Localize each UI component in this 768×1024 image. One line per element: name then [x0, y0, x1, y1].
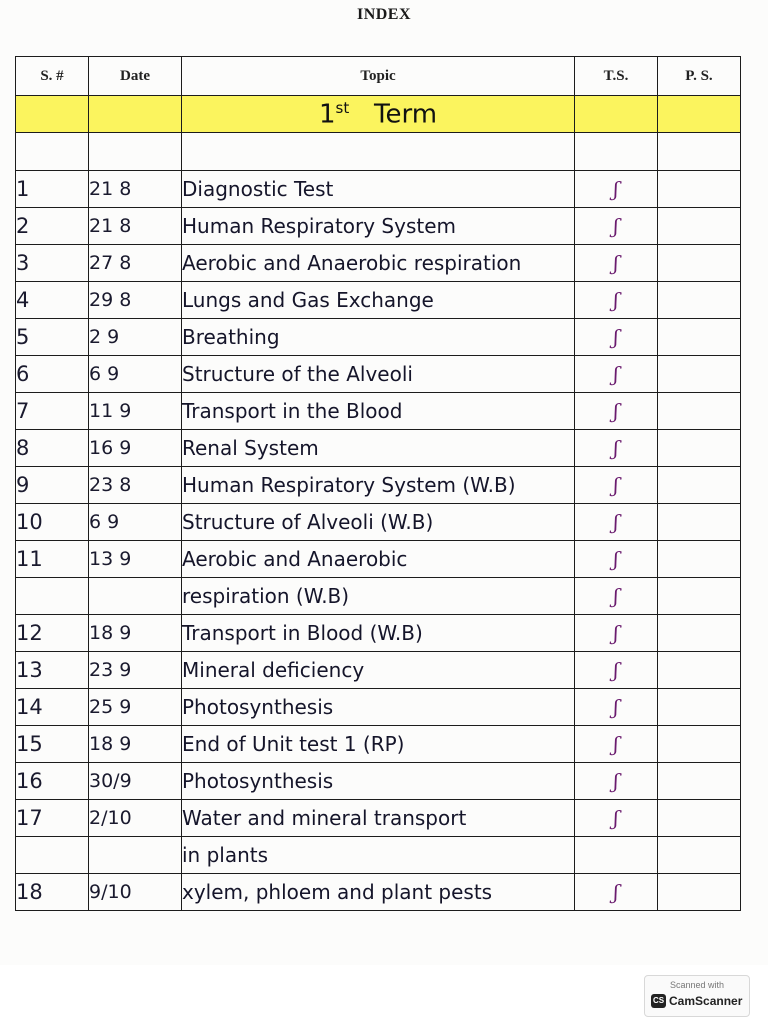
row-teacher-signature	[575, 652, 658, 689]
row-parent-signature	[658, 245, 741, 282]
signature-mark-icon: ʃ	[613, 398, 619, 423]
row-serial-number: 10	[16, 504, 89, 541]
row-teacher-signature	[575, 393, 658, 430]
row-teacher-signature	[575, 282, 658, 319]
signature-mark-icon: ʃ	[613, 657, 619, 682]
row-parent-signature	[658, 208, 741, 245]
row-serial-number: 4	[16, 282, 89, 319]
row-teacher-signature	[575, 541, 658, 578]
table-row	[16, 578, 741, 615]
row-date	[89, 578, 182, 615]
row-parent-signature	[658, 763, 741, 800]
blank-row	[16, 133, 741, 171]
row-topic: Structure of the Alveoli	[182, 356, 575, 393]
row-date: 9/10	[89, 874, 182, 911]
row-teacher-signature	[575, 245, 658, 282]
row-topic: Water and mineral transport	[182, 800, 575, 837]
term-heading: 1st Term	[182, 96, 575, 133]
row-teacher-signature	[575, 171, 658, 208]
row-parent-signature	[658, 393, 741, 430]
row-topic: Lungs and Gas Exchange	[182, 282, 575, 319]
row-serial-number: 9	[16, 467, 89, 504]
row-date: 11 9	[89, 393, 182, 430]
table-row	[16, 652, 741, 689]
row-serial-number: 15	[16, 726, 89, 763]
page-title: INDEX	[356, 6, 412, 23]
row-parent-signature	[658, 726, 741, 763]
table-row	[16, 615, 741, 652]
signature-mark-icon: ʃ	[613, 324, 619, 349]
row-serial-number: 16	[16, 763, 89, 800]
table-row	[16, 726, 741, 763]
row-topic: Human Respiratory System (W.B)	[182, 467, 575, 504]
signature-mark-icon: ʃ	[613, 287, 619, 312]
row-serial-number	[16, 578, 89, 615]
signature-mark-icon: ʃ	[613, 694, 619, 719]
table-row	[16, 245, 741, 282]
row-topic: Aerobic and Anaerobic respiration	[182, 245, 575, 282]
row-parent-signature	[658, 652, 741, 689]
row-date: 6 9	[89, 504, 182, 541]
row-date: 13 9	[89, 541, 182, 578]
row-parent-signature	[658, 689, 741, 726]
signature-mark-icon: ʃ	[613, 361, 619, 386]
row-serial-number: 18	[16, 874, 89, 911]
signature-mark-icon: ʃ	[613, 509, 619, 534]
row-teacher-signature	[575, 874, 658, 911]
row-date: 29 8	[89, 282, 182, 319]
row-topic: Diagnostic Test	[182, 171, 575, 208]
row-serial-number: 2	[16, 208, 89, 245]
table-row	[16, 356, 741, 393]
column-header-sn: S. #	[16, 57, 89, 96]
row-topic: Aerobic and Anaerobic	[182, 541, 575, 578]
row-parent-signature	[658, 282, 741, 319]
row-parent-signature	[658, 800, 741, 837]
row-topic: Mineral deficiency	[182, 652, 575, 689]
row-teacher-signature	[575, 504, 658, 541]
row-teacher-signature	[575, 726, 658, 763]
row-date: 27 8	[89, 245, 182, 282]
row-serial-number: 6	[16, 356, 89, 393]
row-date: 18 9	[89, 726, 182, 763]
row-teacher-signature	[575, 430, 658, 467]
row-topic: End of Unit test 1 (RP)	[182, 726, 575, 763]
row-topic: Transport in Blood (W.B)	[182, 615, 575, 652]
row-topic: Breathing	[182, 319, 575, 356]
row-parent-signature	[658, 430, 741, 467]
row-date: 16 9	[89, 430, 182, 467]
table-row	[16, 467, 741, 504]
table-row	[16, 763, 741, 800]
table-row	[16, 319, 741, 356]
signature-mark-icon: ʃ	[613, 176, 619, 201]
camscanner-watermark: Scanned with CS CamScanner	[644, 975, 750, 1017]
table-row	[16, 282, 741, 319]
row-parent-signature	[658, 615, 741, 652]
row-teacher-signature	[575, 356, 658, 393]
signature-mark-icon: ʃ	[613, 546, 619, 571]
row-serial-number: 1	[16, 171, 89, 208]
row-topic: Human Respiratory System	[182, 208, 575, 245]
row-serial-number: 12	[16, 615, 89, 652]
column-header-date: Date	[89, 57, 182, 96]
signature-mark-icon: ʃ	[613, 472, 619, 497]
row-topic: Transport in the Blood	[182, 393, 575, 430]
column-header-ps: P. S.	[658, 57, 741, 96]
signature-mark-icon: ʃ	[613, 583, 619, 608]
row-serial-number: 11	[16, 541, 89, 578]
row-parent-signature	[658, 356, 741, 393]
row-date: 25 9	[89, 689, 182, 726]
row-parent-signature	[658, 504, 741, 541]
row-date: 23 8	[89, 467, 182, 504]
table-row	[16, 689, 741, 726]
table-row	[16, 430, 741, 467]
row-date: 2 9	[89, 319, 182, 356]
table-row	[16, 800, 741, 837]
row-serial-number	[16, 837, 89, 874]
row-topic: Renal System	[182, 430, 575, 467]
row-parent-signature	[658, 874, 741, 911]
index-table	[15, 56, 741, 911]
row-date: 30/9	[89, 763, 182, 800]
table-row	[16, 541, 741, 578]
row-parent-signature	[658, 467, 741, 504]
row-topic: respiration (W.B)	[182, 578, 575, 615]
row-parent-signature	[658, 578, 741, 615]
row-date: 23 9	[89, 652, 182, 689]
row-teacher-signature	[575, 837, 658, 874]
signature-mark-icon: ʃ	[613, 731, 619, 756]
row-topic: in plants	[182, 837, 575, 874]
header-row	[16, 57, 741, 96]
row-serial-number: 7	[16, 393, 89, 430]
row-date	[89, 837, 182, 874]
column-header-topic: Topic	[182, 57, 575, 96]
row-date: 21 8	[89, 171, 182, 208]
column-header-ts: T.S.	[575, 57, 658, 96]
row-teacher-signature	[575, 763, 658, 800]
row-teacher-signature	[575, 578, 658, 615]
row-serial-number: 8	[16, 430, 89, 467]
table-row	[16, 874, 741, 911]
term-row	[16, 96, 741, 133]
row-parent-signature	[658, 541, 741, 578]
signature-mark-icon: ʃ	[613, 805, 619, 830]
table-row	[16, 504, 741, 541]
row-serial-number: 17	[16, 800, 89, 837]
row-teacher-signature	[575, 689, 658, 726]
row-topic: Photosynthesis	[182, 763, 575, 800]
row-date: 6 9	[89, 356, 182, 393]
row-teacher-signature	[575, 467, 658, 504]
row-date: 21 8	[89, 208, 182, 245]
row-serial-number: 5	[16, 319, 89, 356]
table-row	[16, 208, 741, 245]
row-parent-signature	[658, 171, 741, 208]
row-date: 2/10	[89, 800, 182, 837]
signature-mark-icon: ʃ	[613, 768, 619, 793]
signature-mark-icon: ʃ	[613, 435, 619, 460]
row-topic: xylem, phloem and plant pests	[182, 874, 575, 911]
signature-mark-icon: ʃ	[613, 213, 619, 238]
row-teacher-signature	[575, 319, 658, 356]
camscanner-logo-icon: CS	[651, 994, 666, 1008]
row-teacher-signature	[575, 208, 658, 245]
row-teacher-signature	[575, 800, 658, 837]
row-parent-signature	[658, 837, 741, 874]
row-serial-number: 14	[16, 689, 89, 726]
row-serial-number: 13	[16, 652, 89, 689]
signature-mark-icon: ʃ	[613, 620, 619, 645]
table-row	[16, 393, 741, 430]
table-row	[16, 171, 741, 208]
row-serial-number: 3	[16, 245, 89, 282]
row-topic: Photosynthesis	[182, 689, 575, 726]
row-parent-signature	[658, 319, 741, 356]
row-topic: Structure of Alveoli (W.B)	[182, 504, 575, 541]
signature-mark-icon: ʃ	[613, 250, 619, 275]
row-date: 18 9	[89, 615, 182, 652]
table-row	[16, 837, 741, 874]
row-teacher-signature	[575, 615, 658, 652]
signature-mark-icon: ʃ	[613, 879, 619, 904]
